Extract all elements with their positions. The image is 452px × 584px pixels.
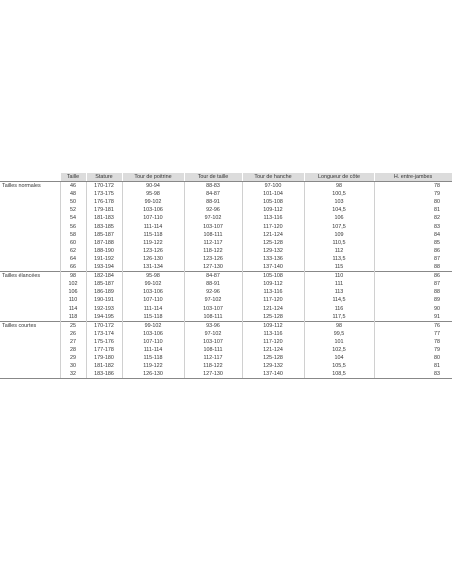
table-cell: 81 [374, 362, 452, 370]
table-cell: 77 [374, 330, 452, 338]
table-cell: 90-94 [122, 182, 184, 191]
table-cell: 99-102 [122, 280, 184, 288]
table-cell: 188-190 [86, 247, 122, 255]
table-cell: 106 [60, 288, 86, 296]
table-cell: 111 [304, 280, 374, 288]
table-cell: 66 [60, 263, 86, 272]
table-cell: 105-108 [242, 198, 304, 206]
table-cell: 117-120 [242, 223, 304, 231]
table-cell: 29 [60, 354, 86, 362]
table-cell: 121-124 [242, 231, 304, 239]
table-cell: 83 [374, 223, 452, 231]
table-row [0, 346, 452, 354]
table-cell: 28 [60, 346, 86, 354]
table-cell: 115-118 [122, 313, 184, 322]
table-cell: 126-130 [122, 255, 184, 263]
group-label-empty [0, 280, 60, 288]
table-cell: 27 [60, 338, 86, 346]
header-taille: Taille [60, 173, 86, 182]
table-cell: 88 [374, 288, 452, 296]
table-cell: 118 [60, 313, 86, 322]
table-cell: 58 [60, 231, 86, 239]
group-label-empty [0, 247, 60, 255]
group-label-empty [0, 239, 60, 247]
table-cell: 118-122 [184, 247, 242, 255]
table-cell: 137-140 [242, 370, 304, 379]
table-cell: 173-174 [86, 330, 122, 338]
table-cell: 111-114 [122, 346, 184, 354]
table-cell: 170-172 [86, 321, 122, 330]
table-row [0, 272, 452, 281]
table-cell: 99,5 [304, 330, 374, 338]
table-cell: 26 [60, 330, 86, 338]
table-cell: 186-189 [86, 288, 122, 296]
table-row [0, 263, 452, 272]
table-row [0, 223, 452, 231]
header-entre-jambes: H. entre-jambes [374, 173, 452, 182]
table-cell: 110 [60, 296, 86, 304]
table-cell: 192-193 [86, 305, 122, 313]
table-cell: 105-108 [242, 272, 304, 281]
table-cell: 127-130 [184, 370, 242, 379]
table-cell: 105,5 [304, 362, 374, 370]
table-cell: 95-98 [122, 272, 184, 281]
table-cell: 170-172 [86, 182, 122, 191]
table-row [0, 321, 452, 330]
table-cell: 179-180 [86, 354, 122, 362]
table-cell: 103 [304, 198, 374, 206]
table-cell: 62 [60, 247, 86, 255]
table-cell: 90 [374, 305, 452, 313]
table-cell: 107,5 [304, 223, 374, 231]
table-cell: 79 [374, 346, 452, 354]
table-cell: 114,5 [304, 296, 374, 304]
table-cell: 85 [374, 239, 452, 247]
table-cell: 110,5 [304, 239, 374, 247]
table-cell: 109-112 [242, 280, 304, 288]
table-cell: 84-87 [184, 272, 242, 281]
table-cell: 54 [60, 214, 86, 222]
table-cell: 103-106 [122, 330, 184, 338]
group-label-empty [0, 223, 60, 231]
table-cell: 125-128 [242, 239, 304, 247]
table-cell: 118-122 [184, 362, 242, 370]
table-cell: 126-130 [122, 370, 184, 379]
group-label-empty [0, 288, 60, 296]
group-label-empty [0, 354, 60, 362]
table-cell: 81 [374, 206, 452, 214]
group-label-empty [0, 313, 60, 322]
table-cell: 133-136 [242, 255, 304, 263]
table-cell: 194-195 [86, 313, 122, 322]
table-cell: 107-110 [122, 338, 184, 346]
table-cell: 97-102 [184, 296, 242, 304]
table-cell: 108,5 [304, 370, 374, 379]
table-cell: 111-114 [122, 223, 184, 231]
table-cell: 129-132 [242, 247, 304, 255]
table-cell: 100,5 [304, 190, 374, 198]
table-cell: 179-181 [86, 206, 122, 214]
table-cell: 109-112 [242, 321, 304, 330]
header-category [0, 173, 60, 182]
table-row [0, 239, 452, 247]
group-label-empty [0, 190, 60, 198]
table-cell: 103-107 [184, 223, 242, 231]
group-label-empty [0, 338, 60, 346]
table-cell: 123-126 [122, 247, 184, 255]
table-cell: 95-98 [122, 190, 184, 198]
table-cell: 80 [374, 354, 452, 362]
table-cell: 115-118 [122, 354, 184, 362]
table-cell: 32 [60, 370, 86, 379]
table-cell: 113-116 [242, 330, 304, 338]
table-cell: 76 [374, 321, 452, 330]
table-cell: 97-102 [184, 214, 242, 222]
group-label-empty [0, 346, 60, 354]
table-cell: 123-126 [184, 255, 242, 263]
table-row [0, 280, 452, 288]
group-label: Tailles courtes [0, 321, 60, 330]
table-cell: 116 [304, 305, 374, 313]
table-cell: 25 [60, 321, 86, 330]
table-cell: 82 [374, 214, 452, 222]
group-label-empty [0, 198, 60, 206]
table-cell: 183-186 [86, 370, 122, 379]
header-longueur-de-cote: Longueur de côte [304, 173, 374, 182]
table-cell: 107-110 [122, 296, 184, 304]
header-tour-de-hanche: Tour de hanche [242, 173, 304, 182]
table-cell: 114 [60, 305, 86, 313]
table-cell: 173-175 [86, 190, 122, 198]
table-cell: 98 [304, 321, 374, 330]
table-row [0, 231, 452, 239]
table-cell: 113-116 [242, 214, 304, 222]
table-cell: 175-176 [86, 338, 122, 346]
table-cell: 113-116 [242, 288, 304, 296]
table-row [0, 296, 452, 304]
table-cell: 89 [374, 296, 452, 304]
table-row [0, 214, 452, 222]
table-cell: 108-111 [184, 313, 242, 322]
table-cell: 137-140 [242, 263, 304, 272]
table-row [0, 206, 452, 214]
group-label: Tailles normales [0, 182, 60, 191]
table-cell: 48 [60, 190, 86, 198]
table-cell: 88-91 [184, 198, 242, 206]
table-cell: 97-100 [242, 182, 304, 191]
table-cell: 183-185 [86, 223, 122, 231]
table-cell: 112-117 [184, 354, 242, 362]
table-row [0, 338, 452, 346]
group-label-empty [0, 305, 60, 313]
table-cell: 86 [374, 272, 452, 281]
table-cell: 91 [374, 313, 452, 322]
table-cell: 115-118 [122, 231, 184, 239]
table-cell: 177-178 [86, 346, 122, 354]
table-cell: 121-124 [242, 346, 304, 354]
table-row [0, 330, 452, 338]
table-cell: 87 [374, 255, 452, 263]
table-cell: 103-107 [184, 338, 242, 346]
header-tour-de-taille: Tour de taille [184, 173, 242, 182]
table-cell: 117-120 [242, 338, 304, 346]
table-header-row [0, 173, 452, 182]
table-cell: 88-91 [184, 280, 242, 288]
table-row [0, 313, 452, 322]
table-cell: 117-120 [242, 296, 304, 304]
table-cell: 78 [374, 182, 452, 191]
group-label-empty [0, 263, 60, 272]
table-row [0, 190, 452, 198]
table-cell: 185-187 [86, 231, 122, 239]
table-row [0, 182, 452, 191]
table-cell: 80 [374, 198, 452, 206]
table-cell: 88 [374, 263, 452, 272]
table-row [0, 305, 452, 313]
table-cell: 112-117 [184, 239, 242, 247]
size-chart-table [0, 173, 452, 379]
table-cell: 111-114 [122, 305, 184, 313]
table-cell: 191-192 [86, 255, 122, 263]
table-cell: 92-96 [184, 206, 242, 214]
table-cell: 110 [304, 272, 374, 281]
header-tour-de-poitrine: Tour de poitrine [122, 173, 184, 182]
table-cell: 112 [304, 247, 374, 255]
group-label-empty [0, 370, 60, 379]
table-cell: 119-122 [122, 239, 184, 247]
table-cell: 108-111 [184, 346, 242, 354]
table-cell: 86 [374, 247, 452, 255]
table-cell: 107-110 [122, 214, 184, 222]
table-cell: 129-132 [242, 362, 304, 370]
table-cell: 30 [60, 362, 86, 370]
table-cell: 98 [304, 182, 374, 191]
table-row [0, 255, 452, 263]
table-cell: 104,5 [304, 206, 374, 214]
table-cell: 64 [60, 255, 86, 263]
table-cell: 182-184 [86, 272, 122, 281]
table-cell: 113,5 [304, 255, 374, 263]
table-row [0, 247, 452, 255]
group-label-empty [0, 255, 60, 263]
table-cell: 103-107 [184, 305, 242, 313]
table-cell: 84-87 [184, 190, 242, 198]
table-cell: 84 [374, 231, 452, 239]
table-cell: 97-102 [184, 330, 242, 338]
table-cell: 103-106 [122, 288, 184, 296]
header-stature: Stature [86, 173, 122, 182]
table-cell: 92-96 [184, 288, 242, 296]
table-cell: 88-83 [184, 182, 242, 191]
group-label-empty [0, 330, 60, 338]
table-cell: 176-178 [86, 198, 122, 206]
table-cell: 125-128 [242, 313, 304, 322]
table-cell: 115 [304, 263, 374, 272]
table-cell: 87 [374, 280, 452, 288]
table-cell: 121-124 [242, 305, 304, 313]
table-cell: 106 [304, 214, 374, 222]
table-cell: 78 [374, 338, 452, 346]
table-cell: 119-122 [122, 362, 184, 370]
table-cell: 102,5 [304, 346, 374, 354]
table-cell: 60 [60, 239, 86, 247]
group-label-empty [0, 362, 60, 370]
table-cell: 104 [304, 354, 374, 362]
table-cell: 181-182 [86, 362, 122, 370]
table-cell: 109-112 [242, 206, 304, 214]
table-cell: 79 [374, 190, 452, 198]
size-table [0, 173, 452, 379]
group-label-empty [0, 214, 60, 222]
table-cell: 101-104 [242, 190, 304, 198]
table-row [0, 362, 452, 370]
table-row [0, 288, 452, 296]
table-cell: 117,5 [304, 313, 374, 322]
table-row [0, 354, 452, 362]
table-cell: 193-194 [86, 263, 122, 272]
table-cell: 103-106 [122, 206, 184, 214]
table-cell: 125-128 [242, 354, 304, 362]
table-cell: 83 [374, 370, 452, 379]
table-cell: 50 [60, 198, 86, 206]
table-cell: 93-96 [184, 321, 242, 330]
table-cell: 102 [60, 280, 86, 288]
table-cell: 185-187 [86, 280, 122, 288]
table-cell: 113 [304, 288, 374, 296]
table-cell: 187-188 [86, 239, 122, 247]
group-label-empty [0, 296, 60, 304]
table-cell: 46 [60, 182, 86, 191]
table-cell: 52 [60, 206, 86, 214]
table-cell: 108-111 [184, 231, 242, 239]
group-label: Tailles élancées [0, 272, 60, 281]
table-cell: 101 [304, 338, 374, 346]
table-row [0, 198, 452, 206]
group-label-empty [0, 231, 60, 239]
table-cell: 190-191 [86, 296, 122, 304]
table-cell: 98 [60, 272, 86, 281]
group-label-empty [0, 206, 60, 214]
table-cell: 56 [60, 223, 86, 231]
table-cell: 99-102 [122, 198, 184, 206]
table-cell: 131-134 [122, 263, 184, 272]
table-cell: 127-130 [184, 263, 242, 272]
table-cell: 109 [304, 231, 374, 239]
table-cell: 181-183 [86, 214, 122, 222]
table-cell: 99-102 [122, 321, 184, 330]
table-row [0, 370, 452, 379]
